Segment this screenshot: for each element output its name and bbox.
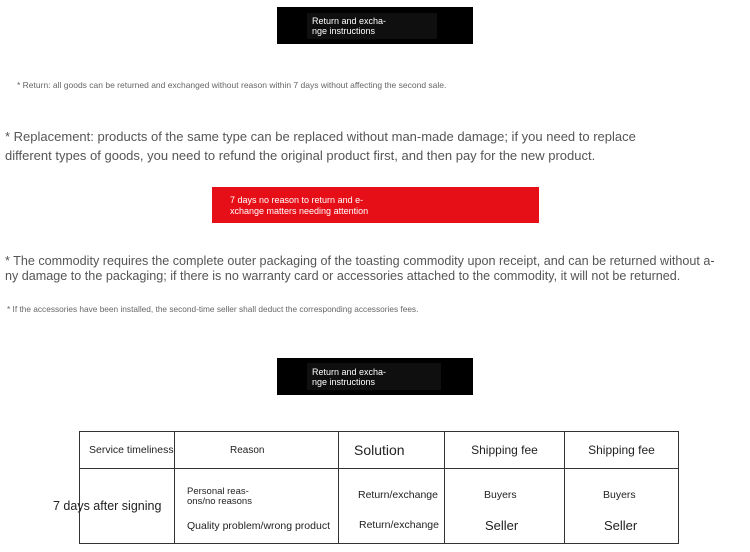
banner-mid-line1: Return and excha- [312,367,387,377]
solution-2: Return/exchange [359,519,439,531]
red-banner-line2: xchange matters needing attention [230,206,369,216]
return-instructions-banner-top [277,7,473,44]
return-instructions-banner-mid [277,358,473,395]
header-solution: Solution [339,432,445,469]
cell-reasons [175,469,339,544]
cell-shipping-fee-2 [565,469,679,544]
solution-1: Return/exchange [358,489,438,501]
reason-personal-line1: Personal reas- [187,486,249,497]
note-return: * Return: all goods can be returned and exchanged without reason within 7 days without affecting the second sale. [17,80,447,90]
header-reason: Reason [175,432,339,469]
header-shipping-fee-1: Shipping fee [445,432,565,469]
cell-service-timeliness [80,469,175,544]
note-commodity-line2: ny damage to the packaging; if there is no warranty card or accessories attached to the commodity, it will not be returned. [5,269,681,283]
table-row [80,469,679,544]
reason-personal-line2: ons/no reasons [187,496,252,507]
fee-seller-2: Seller [604,518,638,533]
banner-top-line1: Return and excha- [312,16,387,26]
red-banner-line1: 7 days no reason to return and e- [230,195,364,205]
note-accessories: * If the accessories have been installed, the second-time seller shall deduct the corresponding accessories fees. [7,304,419,314]
return-policy-table [79,431,679,544]
note-replacement-line1: * Replacement: products of the same type can be replaced without man-made damage; if you need to replace [5,129,636,144]
fee-seller-1: Seller [485,518,519,533]
note-commodity-line1: * The commodity requires the complete outer packaging of the toasting commodity upon receipt, and can be returned without a- [5,254,715,268]
fee-buyers-1: Buyers [484,489,517,501]
cell-shipping-fee-1 [445,469,565,544]
reason-quality: Quality problem/wrong product [187,520,330,532]
cell-solutions [339,469,445,544]
banner-top-line2: nge instructions [312,26,376,36]
table-header-row [80,432,679,469]
fee-buyers-2: Buyers [603,489,636,501]
banner-mid-line2: nge instructions [312,377,376,387]
header-service-timeliness: Service timeliness [80,432,175,469]
note-replacement-line2: different types of goods, you need to refund the original product first, and then pay for the new product. [5,148,596,163]
row-label-7-days: 7 days after signing [53,499,162,513]
attention-banner [212,187,539,223]
header-shipping-fee-2: Shipping fee [565,432,679,469]
